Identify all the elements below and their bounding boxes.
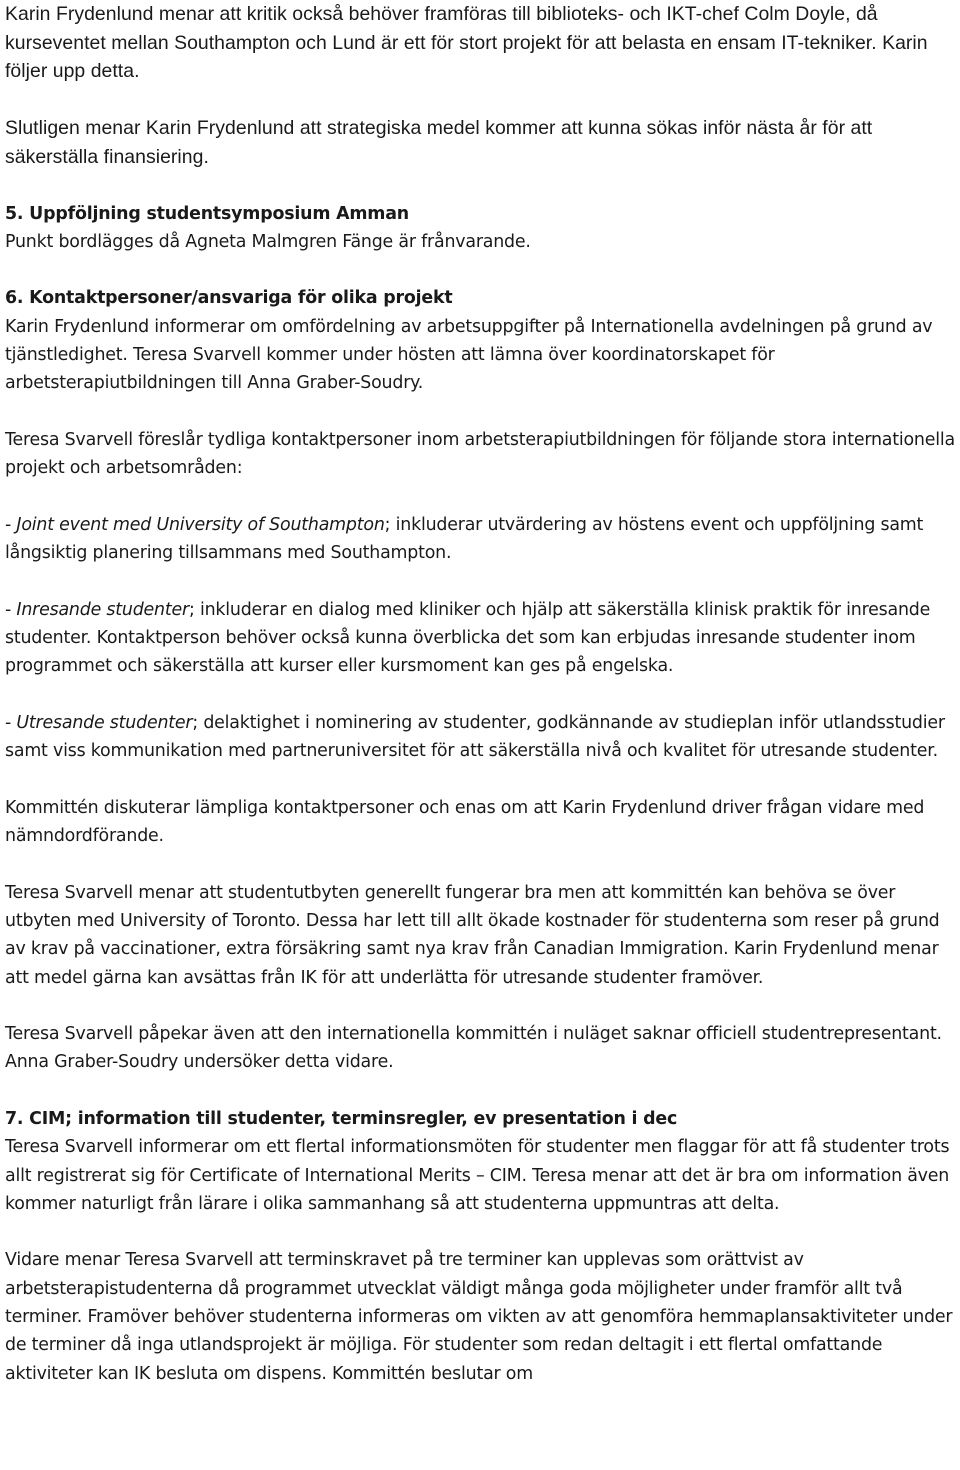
intro-block xyxy=(5,0,960,200)
section-7-paragraph-1: Teresa Svarvell informerar om ett flertal informationsmöten för studenter men flaggar för att få studenter trots allt registrerat sig för Certificate of International Merits – CIM. Teresa menar att det är bra om information även kommer naturligt från lärare i olika sammanhang så att studenterna uppmuntras att delta. xyxy=(5,1137,950,1214)
list-item-inresande xyxy=(5,596,960,681)
list-item-prefix: - xyxy=(5,514,17,535)
list-item-title: Inresande studenter xyxy=(16,599,189,620)
list-item-text: ; inkluderar utvärdering av höstens event och uppföljning samt långsiktig planering tillsammans med Southampton. xyxy=(5,514,924,564)
list-item-text: ; delaktighet i nominering av studenter, godkännande av studieplan inför utlandsstudier samt viss kommunikation med partneruniversitet för att säkerställa nivå och kvalitet för utresande studenter. xyxy=(5,712,945,762)
section-6-heading: 6. Kontaktpersoner/ansvariga för olika projekt xyxy=(5,288,453,309)
section-6-paragraph-3: Kommittén diskuterar lämpliga kontaktpersoner och enas om att Karin Frydenlund driver frågan vidare med nämndordförande. xyxy=(5,797,925,847)
list-item-joint-event xyxy=(5,511,960,568)
section-6-paragraph-5: Teresa Svarvell påpekar även att den internationella kommittén i nuläget saknar officiell studentrepresentant. Anna Graber-Soudry undersöker detta vidare. xyxy=(5,1024,942,1073)
list-item-title: Utresande studenter xyxy=(16,712,193,733)
section-6-paragraph-4: Teresa Svarvell menar att studentutbyten generellt fungerar bra men att kommittén kan behöva se över utbyten med University of Toronto. Dessa har lett till allt ökade kostnader för studenterna som reser på grund av krav på vaccinationer, extra försäkring samt nya krav från Canadian Immigration. Karin Frydenlund menar att medel gärna kan avsättas från IK för att underlätta för utresande studenter framöver. xyxy=(5,882,940,988)
list-item-prefix: - xyxy=(5,599,17,620)
section-6-paragraph-1: Karin Frydenlund informerar om omfördelning av arbetsuppgifter på Internationella avdelningen på grund av tjänstledighet. Teresa Svarvell kommer under hösten att lämna över koordinatorskapet för arbetsterapiutbildningen till Anna Graber-Soudry. xyxy=(5,316,933,394)
list-item-text: ; inkluderar en dialog med kliniker och hjälp att säkerställa klinisk praktik för inresande studenter. Kontaktperson behöver också kunna överblicka det som kan erbjudas inresande studenter inom programmet och säkerställa att kurser eller kursmoment kan ges på engelska. xyxy=(5,599,931,677)
section-7 xyxy=(5,1105,960,1388)
section-7-heading: 7. CIM; information till studenter, terminsregler, ev presentation i dec xyxy=(5,1109,678,1129)
intro-paragraph-1: Karin Frydenlund menar att kritik också behöver framföras till biblioteks- och IKT-chef Colm Doyle, då kurseventet mellan Southampton och Lund är ett för stort projekt för att belasta en ensam IT-tekniker. Karin följer upp detta. xyxy=(5,3,928,82)
document-page xyxy=(5,0,960,1388)
section-5 xyxy=(5,200,960,285)
list-item-prefix: - xyxy=(5,712,17,733)
section-7-paragraph-2: Vidare menar Teresa Svarvell att terminskravet på tre terminer kan upplevas som orättvist av arbetsterapistudenterna då programmet utvecklat väldigt många goda möjligheter under framför allt två terminer. Framöver behöver studenterna informeras om vikten av att genomföra hemmaplansaktiviteter under de terminer då inga utlandsprojekt är möjliga. För studenter som redan deltagit i ett flertal omfattande aktiviteter kan IK besluta om dispens. Kommittén beslutar om xyxy=(5,1250,953,1384)
section-6 xyxy=(5,284,960,1105)
intro-paragraph-2: Slutligen menar Karin Frydenlund att strategiska medel kommer att kunna sökas inför nästa år för att säkerställa finansiering. xyxy=(5,117,873,168)
section-5-text: Punkt bordlägges då Agneta Malmgren Fänge är frånvarande. xyxy=(5,231,531,252)
list-item-utresande xyxy=(5,709,960,766)
section-5-heading: 5. Uppföljning studentsymposium Amman xyxy=(5,203,409,224)
list-item-title: Joint event med University of Southampton xyxy=(16,514,385,535)
section-6-paragraph-2: Teresa Svarvell föreslår tydliga kontaktpersoner inom arbetsterapiutbildningen för följande stora internationella projekt och arbetsområden: xyxy=(5,429,955,479)
